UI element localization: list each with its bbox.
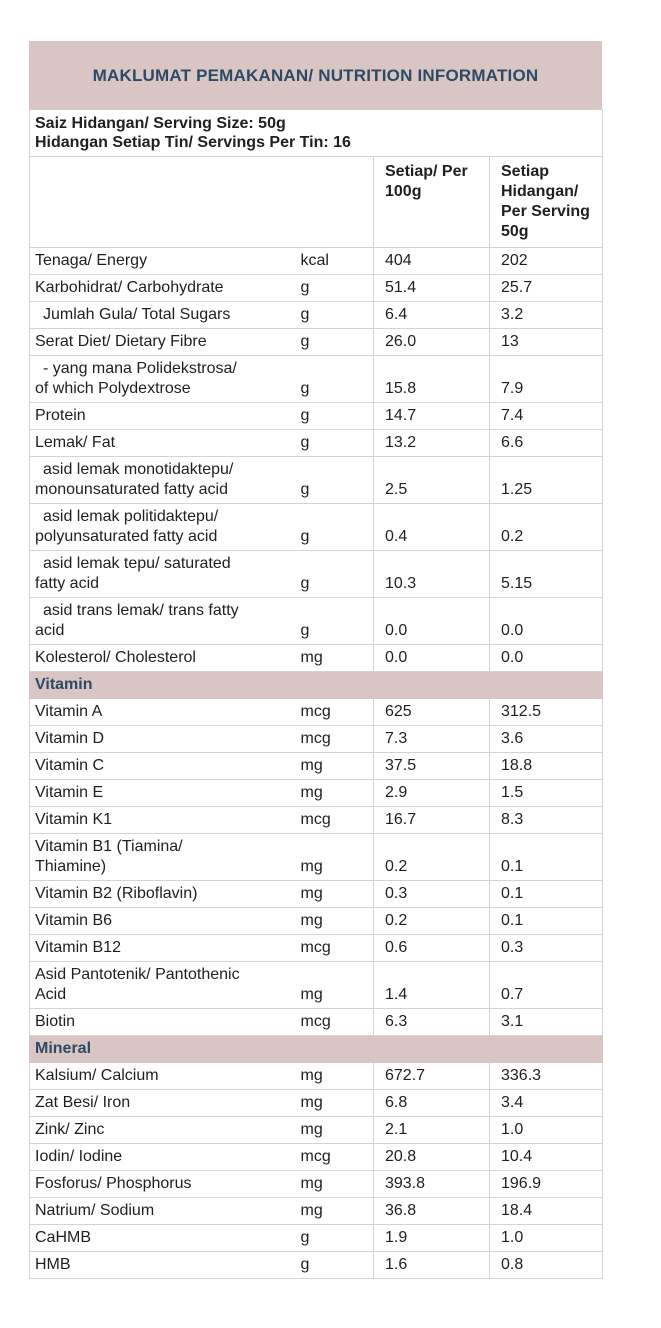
- nutrient-unit: mg: [293, 780, 374, 807]
- value-per-serving: 0.0: [490, 598, 603, 645]
- value-per-serving: 3.1: [490, 1009, 603, 1036]
- value-per-100g: 2.5: [374, 457, 490, 504]
- servings-per-tin: Hidangan Setiap Tin/ Servings Per Tin: 16: [35, 134, 351, 151]
- header-per-serving-line: 50g: [501, 223, 529, 240]
- value-per-serving: 1.0: [490, 1225, 603, 1252]
- value-per-serving: 312.5: [490, 699, 603, 726]
- value-per-serving: 3.6: [490, 726, 603, 753]
- nutrient-name-line: Vitamin B1 (Tiamina/: [35, 838, 183, 855]
- nutrient-name-line: CaHMB: [35, 1229, 92, 1246]
- nutrient-name: [30, 1225, 293, 1252]
- nutrient-name-line: Zink/ Zinc: [35, 1121, 105, 1138]
- value-per-serving: 18.4: [490, 1198, 603, 1225]
- nutrient-name: [30, 504, 293, 551]
- value-per-100g: 20.8: [374, 1144, 490, 1171]
- value-per-serving: 0.1: [490, 881, 603, 908]
- value-per-serving: 13: [490, 329, 603, 356]
- nutrient-name-line: Zat Besi/ Iron: [35, 1094, 131, 1111]
- nutrient-name: [30, 1252, 293, 1279]
- nutrient-row: [30, 457, 603, 504]
- nutrient-unit: g: [293, 329, 374, 356]
- nutrient-unit: g: [293, 551, 374, 598]
- header-per-serving-line: Setiap: [501, 163, 550, 180]
- value-per-serving: 0.2: [490, 504, 603, 551]
- nutrient-unit: mg: [293, 908, 374, 935]
- nutrition-table: [29, 110, 603, 1279]
- nutrient-unit: g: [293, 430, 374, 457]
- nutrient-unit: g: [293, 457, 374, 504]
- nutrient-name: [30, 699, 293, 726]
- nutrient-name-line: Serat Diet/ Dietary Fibre: [35, 333, 207, 350]
- section-heading: Mineral: [30, 1036, 603, 1063]
- header-unit-cell: [293, 157, 374, 248]
- value-per-serving: 5.15: [490, 551, 603, 598]
- nutrient-name: [30, 430, 293, 457]
- nutrient-name-line: Vitamin B6: [35, 912, 113, 929]
- nutrient-name: [30, 329, 293, 356]
- value-per-serving: 0.8: [490, 1252, 603, 1279]
- nutrient-row: [30, 403, 603, 430]
- nutrient-unit: mg: [293, 1063, 374, 1090]
- value-per-100g: 14.7: [374, 403, 490, 430]
- nutrient-row: [30, 1144, 603, 1171]
- section-heading: Vitamin: [30, 672, 603, 699]
- value-per-100g: 393.8: [374, 1171, 490, 1198]
- value-per-100g: 0.4: [374, 504, 490, 551]
- nutrient-name-line: Fosforus/ Phosphorus: [35, 1175, 192, 1192]
- nutrient-name-line: monounsaturated fatty acid: [35, 481, 229, 498]
- nutrient-row: [30, 1171, 603, 1198]
- value-per-serving: 10.4: [490, 1144, 603, 1171]
- nutrient-name-line: Vitamin E: [35, 784, 104, 801]
- nutrient-unit: g: [293, 1252, 374, 1279]
- header-per100: [374, 157, 490, 248]
- value-per-serving: 7.4: [490, 403, 603, 430]
- value-per-serving: 25.7: [490, 275, 603, 302]
- nutrient-unit: g: [293, 275, 374, 302]
- nutrient-unit: mcg: [293, 807, 374, 834]
- nutrient-row: [30, 908, 603, 935]
- nutrient-row: [30, 1009, 603, 1036]
- nutrient-name-line: fatty acid: [35, 575, 100, 592]
- nutrient-unit: mg: [293, 1090, 374, 1117]
- nutrient-name-line: asid lemak monotidaktepu/: [43, 461, 234, 478]
- value-per-100g: 10.3: [374, 551, 490, 598]
- value-per-100g: 625: [374, 699, 490, 726]
- value-per-100g: 2.9: [374, 780, 490, 807]
- nutrient-name-line: Vitamin C: [35, 757, 105, 774]
- nutrient-name: [30, 645, 293, 672]
- header-per-serving-line: Hidangan/: [501, 183, 579, 200]
- nutrient-name: [30, 356, 293, 403]
- value-per-100g: 15.8: [374, 356, 490, 403]
- section-row: [30, 672, 603, 699]
- nutrient-row: [30, 302, 603, 329]
- nutrient-row: [30, 807, 603, 834]
- nutrient-row: [30, 935, 603, 962]
- value-per-100g: 6.4: [374, 302, 490, 329]
- value-per-100g: 0.3: [374, 881, 490, 908]
- nutrient-name-line: Natrium/ Sodium: [35, 1202, 155, 1219]
- nutrient-row: [30, 275, 603, 302]
- nutrient-name-line: Vitamin D: [35, 730, 105, 747]
- nutrient-unit: mcg: [293, 1144, 374, 1171]
- nutrient-row: [30, 699, 603, 726]
- nutrient-name: [30, 935, 293, 962]
- nutrient-row: [30, 1063, 603, 1090]
- nutrient-name-line: Thiamine): [35, 858, 107, 875]
- value-per-serving: 1.5: [490, 780, 603, 807]
- value-per-serving: 0.1: [490, 908, 603, 935]
- value-per-100g: 0.0: [374, 645, 490, 672]
- value-per-serving: 196.9: [490, 1171, 603, 1198]
- nutrient-row: [30, 753, 603, 780]
- nutrient-unit: g: [293, 1225, 374, 1252]
- value-per-serving: 3.2: [490, 302, 603, 329]
- nutrient-name: [30, 1090, 293, 1117]
- nutrient-name: [30, 1117, 293, 1144]
- nutrient-name-line: of which Polydextrose: [35, 380, 191, 397]
- nutrient-name-line: Vitamin A: [35, 703, 103, 720]
- value-per-100g: 51.4: [374, 275, 490, 302]
- nutrient-name-line: Asid Pantotenik/ Pantothenic: [35, 966, 240, 983]
- nutrient-row: [30, 1252, 603, 1279]
- nutrient-name-line: Karbohidrat/ Carbohydrate: [35, 279, 224, 296]
- nutrient-row: [30, 248, 603, 275]
- nutrient-row: [30, 1198, 603, 1225]
- nutrient-unit: g: [293, 302, 374, 329]
- value-per-100g: 0.2: [374, 834, 490, 881]
- nutrient-name-line: HMB: [35, 1256, 71, 1273]
- value-per-serving: 7.9: [490, 356, 603, 403]
- nutrient-row: [30, 962, 603, 1009]
- nutrient-unit: mcg: [293, 699, 374, 726]
- nutrient-name-line: asid trans lemak/ trans fatty: [43, 602, 239, 619]
- nutrient-name: [30, 275, 293, 302]
- nutrient-name: [30, 1198, 293, 1225]
- nutrient-name: [30, 1009, 293, 1036]
- value-per-100g: 0.2: [374, 908, 490, 935]
- header-per-serving-line: Per Serving: [501, 203, 590, 220]
- panel-title: MAKLUMAT PEMAKANAN/ NUTRITION INFORMATION: [29, 41, 602, 110]
- value-per-100g: 0.0: [374, 598, 490, 645]
- nutrient-row: [30, 881, 603, 908]
- nutrient-row: [30, 726, 603, 753]
- nutrient-row: [30, 645, 603, 672]
- nutrient-unit: mg: [293, 881, 374, 908]
- nutrient-name: [30, 962, 293, 1009]
- nutrient-name: [30, 551, 293, 598]
- value-per-100g: 672.7: [374, 1063, 490, 1090]
- value-per-serving: 0.0: [490, 645, 603, 672]
- nutrient-name-line: Jumlah Gula/ Total Sugars: [43, 306, 231, 323]
- value-per-100g: 16.7: [374, 807, 490, 834]
- value-per-serving: 6.6: [490, 430, 603, 457]
- value-per-serving: 202: [490, 248, 603, 275]
- nutrient-row: [30, 1090, 603, 1117]
- nutrient-row: [30, 780, 603, 807]
- nutrient-name-line: Vitamin B12: [35, 939, 121, 956]
- value-per-100g: 1.9: [374, 1225, 490, 1252]
- nutrient-name: [30, 807, 293, 834]
- nutrient-unit: mg: [293, 753, 374, 780]
- nutrient-name-line: Vitamin K1: [35, 811, 113, 828]
- nutrient-unit: g: [293, 356, 374, 403]
- nutrient-name: [30, 834, 293, 881]
- value-per-100g: 6.3: [374, 1009, 490, 1036]
- header-per100-line: Setiap/ Per: [385, 163, 468, 180]
- nutrient-name-line: Kolesterol/ Cholesterol: [35, 649, 196, 666]
- nutrient-name-line: Iodin/ Iodine: [35, 1148, 123, 1165]
- nutrient-unit: kcal: [293, 248, 374, 275]
- serving-size: Saiz Hidangan/ Serving Size: 50g: [35, 115, 286, 132]
- nutrient-row: [30, 598, 603, 645]
- nutrient-row: [30, 356, 603, 403]
- serving-info-cell: [30, 110, 603, 157]
- nutrient-name: [30, 780, 293, 807]
- nutrient-name: [30, 1063, 293, 1090]
- nutrient-name: [30, 598, 293, 645]
- value-per-100g: 6.8: [374, 1090, 490, 1117]
- nutrient-name: [30, 457, 293, 504]
- nutrient-name-line: asid lemak tepu/ saturated: [43, 555, 231, 572]
- serving-info-row: [30, 110, 603, 157]
- nutrient-name-line: Biotin: [35, 1013, 76, 1030]
- nutrient-unit: mg: [293, 645, 374, 672]
- nutrient-row: [30, 430, 603, 457]
- column-header-row: [30, 157, 603, 248]
- nutrient-name: [30, 302, 293, 329]
- nutrient-unit: g: [293, 504, 374, 551]
- nutrient-unit: mg: [293, 1171, 374, 1198]
- nutrient-unit: mg: [293, 1117, 374, 1144]
- value-per-100g: 1.4: [374, 962, 490, 1009]
- nutrient-unit: g: [293, 598, 374, 645]
- value-per-100g: 26.0: [374, 329, 490, 356]
- nutrient-unit: g: [293, 403, 374, 430]
- value-per-serving: 0.1: [490, 834, 603, 881]
- header-per-serving: [490, 157, 603, 248]
- nutrient-name-line: asid lemak politidaktepu/: [43, 508, 219, 525]
- nutrient-name: [30, 881, 293, 908]
- nutrient-row: [30, 834, 603, 881]
- value-per-100g: 7.3: [374, 726, 490, 753]
- nutrient-row: [30, 329, 603, 356]
- value-per-serving: 8.3: [490, 807, 603, 834]
- nutrient-name: [30, 1171, 293, 1198]
- nutrient-name: [30, 248, 293, 275]
- nutrient-name-line: acid: [35, 622, 65, 639]
- nutrient-name-line: Acid: [35, 986, 67, 1003]
- nutrient-name-line: Tenaga/ Energy: [35, 252, 148, 269]
- nutrition-panel: [29, 41, 602, 1279]
- section-row: [30, 1036, 603, 1063]
- value-per-100g: 2.1: [374, 1117, 490, 1144]
- nutrient-name-line: polyunsaturated fatty acid: [35, 528, 218, 545]
- nutrient-unit: mg: [293, 1198, 374, 1225]
- value-per-serving: 0.3: [490, 935, 603, 962]
- value-per-serving: 336.3: [490, 1063, 603, 1090]
- nutrient-name-line: Protein: [35, 407, 86, 424]
- value-per-serving: 1.25: [490, 457, 603, 504]
- value-per-100g: 13.2: [374, 430, 490, 457]
- nutrient-name-line: Lemak/ Fat: [35, 434, 116, 451]
- value-per-serving: 0.7: [490, 962, 603, 1009]
- nutrient-name-line: Kalsium/ Calcium: [35, 1067, 159, 1084]
- nutrient-name: [30, 726, 293, 753]
- value-per-100g: 36.8: [374, 1198, 490, 1225]
- nutrient-name-line: Vitamin B2 (Riboflavin): [35, 885, 198, 902]
- nutrient-name: [30, 403, 293, 430]
- nutrient-unit: mg: [293, 962, 374, 1009]
- value-per-100g: 404: [374, 248, 490, 275]
- value-per-serving: 1.0: [490, 1117, 603, 1144]
- nutrient-name-line: - yang mana Polidekstrosa/: [43, 360, 237, 377]
- nutrient-name: [30, 753, 293, 780]
- nutrient-unit: mg: [293, 834, 374, 881]
- value-per-100g: 1.6: [374, 1252, 490, 1279]
- nutrient-row: [30, 1117, 603, 1144]
- nutrient-row: [30, 551, 603, 598]
- nutrient-row: [30, 504, 603, 551]
- nutrient-row: [30, 1225, 603, 1252]
- value-per-serving: 3.4: [490, 1090, 603, 1117]
- value-per-100g: 0.6: [374, 935, 490, 962]
- nutrient-name: [30, 908, 293, 935]
- nutrient-unit: mcg: [293, 1009, 374, 1036]
- value-per-100g: 37.5: [374, 753, 490, 780]
- nutrient-unit: mcg: [293, 935, 374, 962]
- header-nutrient-cell: [30, 157, 293, 248]
- header-per100-line: 100g: [385, 183, 422, 200]
- nutrient-unit: mcg: [293, 726, 374, 753]
- value-per-serving: 18.8: [490, 753, 603, 780]
- nutrient-name: [30, 1144, 293, 1171]
